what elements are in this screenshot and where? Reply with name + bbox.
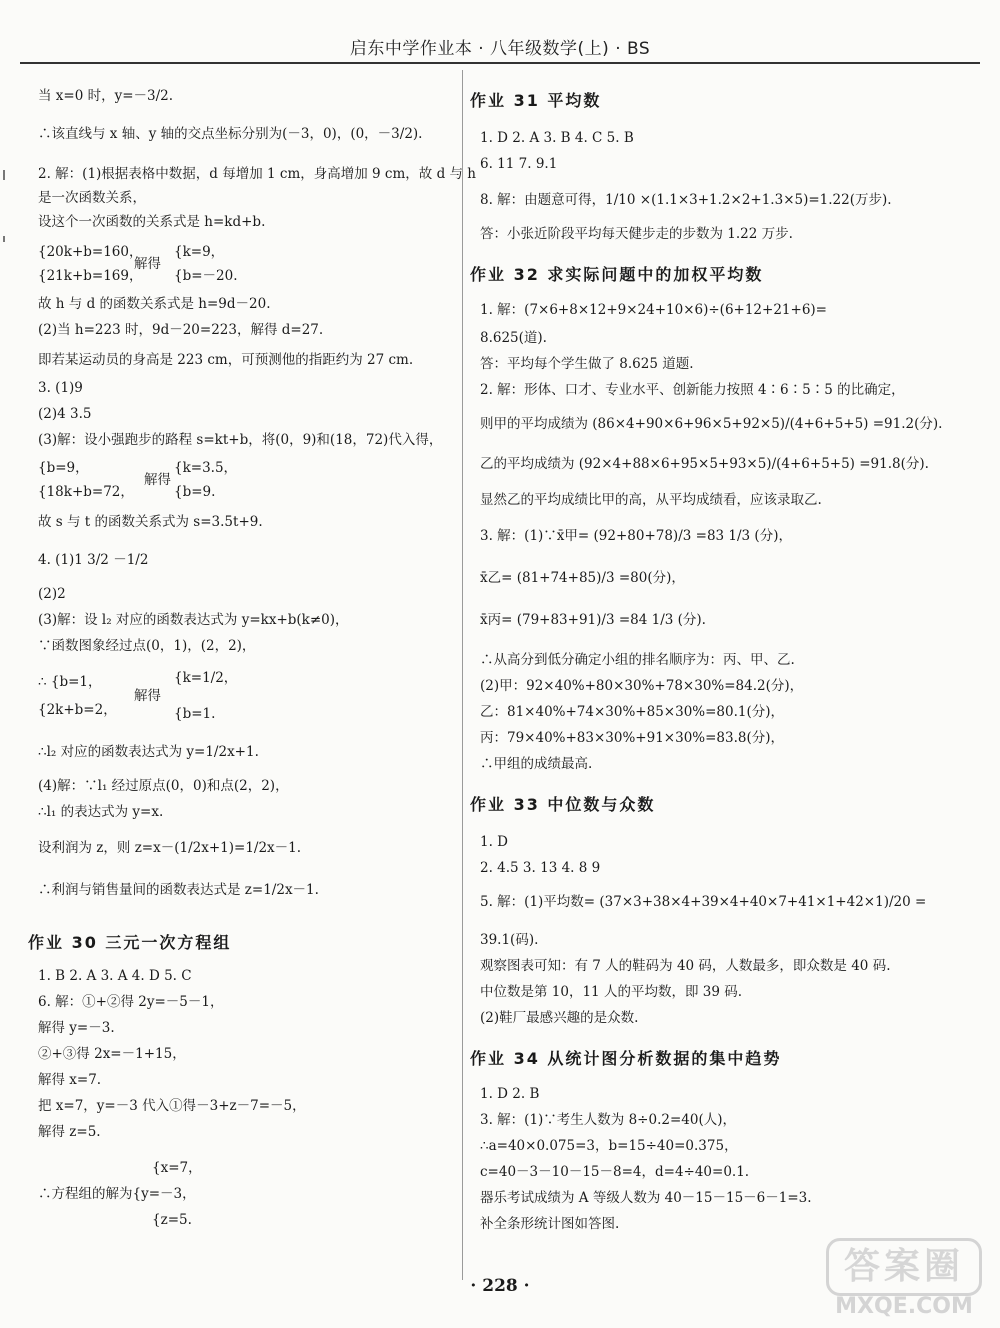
answer-line: {2k+b=2， [38, 702, 117, 718]
column-divider [462, 70, 463, 1280]
answer-line: ∴甲组的成绩最高. [480, 756, 593, 772]
answer-line: 设利润为 z，则 z=x－(1/2x+1)=1/2x－1. [38, 840, 302, 856]
answer-line: ∴利润与销售量间的函数表达式是 z=1/2x－1. [38, 882, 319, 898]
header-rule [20, 62, 980, 64]
section-heading: 作业 33 中位数与众数 [470, 795, 656, 814]
answer-line: 解得 [144, 472, 171, 488]
answer-line: ∴a=40×0.075=3，b=15÷40=0.375， [480, 1138, 738, 1154]
answer-line: 乙的平均成绩为 (92×4+88×6+95×5+93×5)/(4+6+5+5) =91.8(分). [480, 456, 929, 472]
answer-line: (2)甲：92×40%+80×30%+78×30%=84.2(分)， [480, 678, 804, 694]
answer-line: 6. 解：①+②得 2y=－5－1， [38, 994, 224, 1010]
answer-line: (4)解：∵l₁ 经过原点(0，0)和点(2，2)， [38, 778, 289, 794]
answer-line: 当 x=0 时，y=－3/2. [38, 88, 174, 104]
answer-line: 乙：81×40%+74×30%+85×30%=80.1(分)， [480, 704, 785, 720]
answer-line: 8.625(道). [480, 330, 547, 346]
answer-line: {k=1/2， [174, 670, 238, 686]
answer-line: ∴l₁ 的表达式为 y=x. [38, 804, 164, 820]
answer-line: (2)2 [38, 586, 66, 602]
answer-line: 5. 解：(1)平均数= (37×3+38×4+39×4+40×7+41×1+42×1)/20 = [480, 894, 927, 910]
answer-line: 1. 解：(7×6+8×12+9×24+10×6)÷(6+12+21+6)= [480, 302, 827, 318]
answer-line: x̄乙= (81+74+85)/3 =80(分)， [480, 570, 685, 586]
answer-line: 把 x=7，y=－3 代入①得－3+z－7=－5， [38, 1098, 306, 1114]
answer-line: 解得 [134, 256, 161, 272]
answer-line: (2)当 h=223 时，9d－20=223，解得 d=27. [38, 322, 324, 338]
page-number: · 228 · [470, 1276, 530, 1296]
section-heading: 作业 32 求实际问题中的加权平均数 [470, 265, 764, 284]
answer-line: 1. D [480, 834, 508, 850]
answer-line: 故 h 与 d 的函数关系式是 h=9d－20. [38, 296, 271, 312]
section-heading: 作业 30 三元一次方程组 [28, 933, 232, 952]
answer-line: 故 s 与 t 的函数关系式为 s=3.5t+9. [38, 514, 263, 530]
answer-line: 3. 解：(1)∵考生人数为 8÷0.2=40(人)， [480, 1112, 736, 1128]
answer-line: 1. D 2. A 3. B 4. C 5. B [480, 130, 634, 146]
answer-line: 设这个一次函数的关系式是 h=kd+b. [38, 214, 266, 230]
answer-line: (2)4 3.5 [38, 406, 92, 422]
answer-line: ∴从高分到低分确定小组的排名顺序为：丙、甲、乙. [480, 652, 795, 668]
answer-line: 丙：79×40%+83×30%+91×30%=83.8(分)， [480, 730, 785, 746]
answer-line: 解得 z=5. [38, 1124, 101, 1140]
answer-line: x̄丙= (79+83+91)/3 =84 1/3 (分). [480, 612, 706, 628]
answer-line: {21k+b=169， [38, 268, 143, 284]
page-title: 启东中学作业本 · 八年级数学(上) · BS [349, 39, 651, 59]
answer-line: {b=－20. [174, 268, 238, 284]
watermark-url: MXQE.COM [835, 1294, 973, 1319]
answer-line: 1. B 2. A 3. A 4. D 5. C [38, 968, 192, 984]
answer-line: {20k+b=160， [38, 244, 143, 260]
section-heading: 作业 34 从统计图分析数据的集中趋势 [470, 1049, 782, 1068]
answer-line: 答：小张近阶段平均每天健步走的步数为 1.22 万步. [480, 226, 793, 242]
answer-line: ∴该直线与 x 轴、y 轴的交点坐标分别为(－3，0)，(0，－3/2). [38, 126, 423, 142]
answer-line: ∴ {b=1， [38, 674, 102, 690]
answer-line: {b=9. [174, 484, 216, 500]
answer-line: {z=5. [152, 1212, 192, 1228]
answer-line: (3)解：设 l₂ 对应的函数表达式为 y=kx+b(k≠0)， [38, 612, 349, 628]
answer-line: 中位数是第 10，11 人的平均数，即 39 码. [480, 984, 742, 1000]
answer-line: 答：平均每个学生做了 8.625 道题. [480, 356, 694, 372]
answer-line: {k=3.5， [174, 460, 238, 476]
answer-line: 3. 解：(1)∵x̄甲= (92+80+78)/3 =83 1/3 (分)， [480, 528, 792, 544]
answer-line: 补全条形统计图如答图. [480, 1216, 620, 1232]
answer-line: 是一次函数关系， [38, 190, 146, 206]
answer-line: 39.1(码). [480, 932, 539, 948]
answer-line: 2. 解：形体、口才、专业水平、创新能力按照 4∶6∶5∶5 的比确定， [480, 382, 905, 398]
answer-line: 解得 [134, 688, 161, 704]
answer-line: (3)解：设小强跑步的路程 s=kt+b，将(0，9)和(18，72)代入得， [38, 432, 443, 448]
answer-line: 2. 解：(1)根据表格中数据，d 每增加 1 cm，身高增加 9 cm，故 d 与 h [38, 166, 477, 182]
answer-line: 8. 解：由题意可得，1/10 ×(1.1×3+1.2×2+1.3×5)=1.22(万步). [480, 192, 892, 208]
answer-line: 解得 y=－3. [38, 1020, 115, 1036]
answer-line: {b=1. [174, 706, 216, 722]
watermark-logo: 答案圈 [826, 1238, 982, 1296]
answer-line: 3. (1)9 [38, 380, 83, 396]
answer-line: 则甲的平均成绩为 (86×4+90×6+96×5+92×5)/(4+6+5+5) =91.2(分). [480, 416, 943, 432]
binding-mark [3, 236, 5, 242]
answer-line: 4. (1)1 3/2 －1/2 [38, 552, 149, 568]
answer-line: 1. D 2. B [480, 1086, 540, 1102]
answer-line: 观察图表可知：有 7 人的鞋码为 40 码，人数最多，即众数是 40 码. [480, 958, 891, 974]
answer-line: 2. 4.5 3. 13 4. 8 9 [480, 860, 601, 876]
answer-line: c=40－3－10－15－8=4，d=4÷40=0.1. [480, 1164, 750, 1180]
answer-line: 即若某运动员的身高是 223 cm，可预测他的指距约为 27 cm. [38, 352, 414, 368]
answer-line: ∴l₂ 对应的函数表达式为 y=1/2x+1. [38, 744, 259, 760]
answer-line: 6. 11 7. 9.1 [480, 156, 558, 172]
answer-line: {18k+b=72， [38, 484, 134, 500]
answer-line: 器乐考试成绩为 A 等级人数为 40－15－15－6－1=3. [480, 1190, 812, 1206]
answer-line: {k=9， [174, 244, 225, 260]
section-heading: 作业 31 平均数 [470, 91, 602, 110]
answer-line: {x=7， [152, 1160, 202, 1176]
binding-mark [3, 170, 5, 180]
answer-line: (2)鞋厂最感兴趣的是众数. [480, 1010, 639, 1026]
answer-line: ∴方程组的解为{y=－3， [38, 1186, 196, 1202]
answer-line: 解得 x=7. [38, 1072, 102, 1088]
answer-line: ∵函数图象经过点(0，1)，(2，2)， [38, 638, 256, 654]
answer-line: ②+③得 2x=－1+15， [38, 1046, 186, 1062]
answer-line: {b=9， [38, 460, 89, 476]
answer-line: 显然乙的平均成绩比甲的高，从平均成绩看，应该录取乙. [480, 492, 822, 508]
